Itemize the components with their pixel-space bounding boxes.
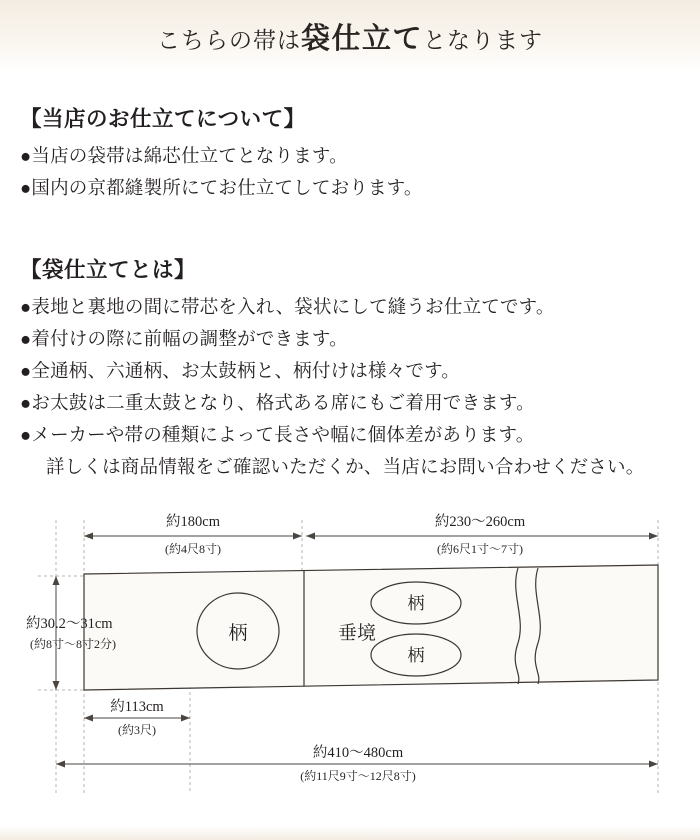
header-emphasis: 袋仕立て (300, 22, 423, 55)
dim-bottom-left-main: 約113cm (110, 699, 164, 716)
header-suffix: となります (423, 27, 543, 53)
dim-bottom-left-sub: (約3尺) (118, 723, 156, 738)
dim-top-right-main: 約230〜260cm (434, 514, 526, 531)
belt-diagram (18, 508, 682, 808)
bullet-1-2: ●国内の京都縫製所にてお仕立てしております。 (20, 178, 423, 199)
dim-top-left-main: 約180cm (166, 514, 220, 531)
dim-bottom-left (84, 698, 190, 737)
pattern-circle-label: 柄 (228, 623, 248, 645)
bullet-2-5-note: 詳しくは商品情報をご確認いただくか、当店にお問い合わせください。 (46, 457, 645, 478)
dim-top-right-sub: (約6尺1寸〜7寸) (437, 542, 523, 557)
bullet-2-4: ●お太鼓は二重太鼓となり、格式ある席にもご着用できます。 (20, 393, 535, 414)
dim-top-right (306, 513, 658, 556)
dim-top-left (84, 513, 302, 556)
bullet-2-5: ●メーカーや帯の種類によって長さや幅に個体差があります。 (20, 425, 535, 446)
pattern-oval-top-label: 柄 (407, 594, 425, 614)
content (0, 72, 700, 808)
section-spacer (18, 207, 682, 241)
divider-label: 垂境 (338, 623, 377, 645)
bullet-2-1: ●表地と裏地の間に帯芯を入れ、袋状にして縫うお仕立てです。 (20, 297, 555, 318)
dim-bottom-total-sub: (約11尺9寸〜12尺8寸) (300, 769, 416, 784)
dim-left-height-sub: (約8寸〜8寸2分) (30, 637, 116, 652)
dim-left-height-main: 約30.2〜31cm (26, 616, 113, 633)
dim-bottom-total (56, 744, 658, 783)
header-band (0, 0, 700, 72)
header-prefix: こちらの帯は (156, 27, 301, 53)
bullet-2-2: ●着付けの際に前幅の調整ができます。 (20, 329, 348, 350)
section-heading-1: 【当店のお仕立てについて】 (20, 107, 306, 131)
page-title (157, 16, 543, 57)
bullet-1-1: ●当店の袋帯は綿芯仕立てとなります。 (20, 147, 348, 167)
section-heading-2: 【袋仕立てとは】 (20, 257, 197, 282)
pattern-oval-bottom-label: 柄 (407, 646, 425, 666)
footer-gradient (0, 826, 700, 840)
dim-top-left-sub: (約4尺8寸) (165, 542, 221, 557)
dim-bottom-total-main: 約410〜480cm (312, 745, 404, 762)
bullet-2-3: ●全通柄、六通柄、お太鼓柄と、柄付けは様々です。 (20, 361, 460, 382)
